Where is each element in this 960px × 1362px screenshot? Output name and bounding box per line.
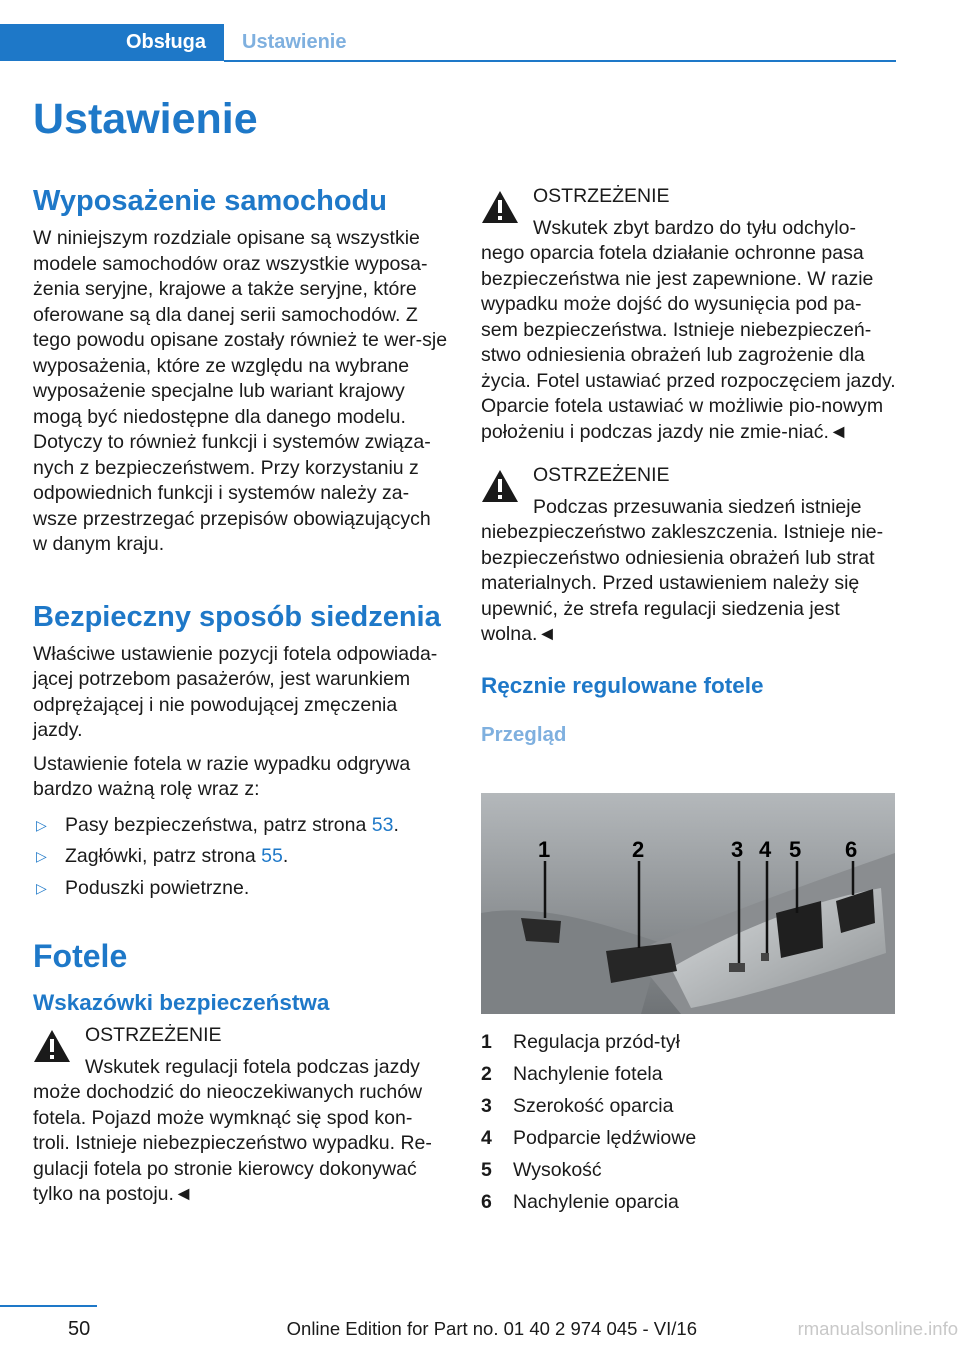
warning-icon bbox=[481, 190, 519, 224]
heading-equipment: Wyposażenie samochodu bbox=[33, 185, 387, 217]
list-item: ▷ Pasy bezpieczeństwa, patrz strona 53. bbox=[33, 813, 448, 839]
triangle-bullet-icon: ▷ bbox=[36, 816, 47, 833]
safety-bullet-list bbox=[33, 813, 448, 902]
legend-row: 4 Podparcie lędźwiowe bbox=[481, 1127, 697, 1149]
warning-box bbox=[33, 1023, 448, 1208]
legend-row: 2 Nachylenie fotela bbox=[481, 1063, 663, 1085]
page-link-53[interactable]: 53 bbox=[371, 813, 394, 836]
header-rule bbox=[224, 60, 896, 62]
photo-label-1: 1 bbox=[538, 837, 551, 862]
warning-text: Podczas przesuwania siedzeń istnieje niebezpieczeństwo zakleszczenia. Istnieje nie‐bezpieczeństwo odniesienia obrażeń lub strat materialnych. Przed ustawieniem należy się upewnić, że strefa regulacji siedzenia jest wolna.◄ bbox=[481, 495, 884, 645]
list-item: ▷ Poduszki powietrzne. bbox=[33, 876, 448, 902]
edition-note: Online Edition for Part no. 01 40 2 974 045 - VI/16 bbox=[286, 1318, 697, 1339]
right-column bbox=[481, 184, 896, 748]
header-tabs bbox=[0, 24, 346, 61]
photo-label-5: 5 bbox=[789, 837, 802, 862]
page-link-55[interactable]: 55 bbox=[261, 845, 283, 867]
warning-title: OSTRZEŻENIE bbox=[533, 464, 670, 486]
tab-ustawienie[interactable]: Ustawienie bbox=[242, 31, 347, 53]
warning-icon bbox=[481, 469, 519, 503]
watermark: rmanualsonline.info bbox=[797, 1318, 958, 1339]
photo-label-6: 6 bbox=[845, 837, 858, 862]
photo-label-2: 2 bbox=[632, 837, 645, 862]
warning-box bbox=[481, 184, 896, 445]
heading-manual-seats: Ręcznie regulowane fotele bbox=[481, 672, 764, 698]
triangle-bullet-icon: ▷ bbox=[36, 848, 47, 864]
triangle-bullet-icon: ▷ bbox=[36, 879, 47, 896]
legend-row: 1 Regulacja przód-tył bbox=[481, 1031, 680, 1053]
legend-row: 3 Szerokość oparcia bbox=[481, 1095, 674, 1117]
tab-obsluga[interactable]: Obsługa bbox=[0, 24, 224, 61]
heading-safe-seating: Bezpieczny sposób siedzenia bbox=[33, 600, 441, 633]
warning-title: OSTRZEŻENIE bbox=[533, 185, 670, 207]
seat-controls-legend bbox=[481, 1026, 696, 1218]
photo-label-3: 3 bbox=[731, 837, 744, 862]
warning-icon bbox=[33, 1029, 71, 1063]
warning-text: Wskutek regulacji fotela podczas jazdy może dochodzić do nieoczekiwanych ruchów fotela. Pojazd może wymknąć się spod kon‐troli. Istnieje niebezpieczeństwo wypadku. Re‐gulacji fotela po stronie kierowcy dokonywać tylko na postoju.◄ bbox=[33, 1055, 432, 1205]
safe-seating-text-2: Ustawienie fotela w razie wypadku odgrywa bardzo ważną rolę wraz z: bbox=[33, 752, 411, 800]
seat-controls-photo bbox=[481, 793, 895, 1014]
warning-text: Wskutek zbyt bardzo do tyłu odchylo‐nego oparcia fotela działanie ochronne pasa bezpieczeństwa nie jest zapewnione. W razie wypadku może dojść do wysunięcia pod pa‐sem bezpieczeństwa. Istnieje niebezpieczeń‐stwo odniesienia obrażeń lub zagrożenie dla życia. Fotel ustawiać przed rozpoczęciem jazdy. Oparcie fotela ustawiać w możliwie pio‐nowym położeniu i podczas jazdy nie zmie‐niać.◄ bbox=[481, 216, 896, 443]
heading-seats: Fotele bbox=[33, 938, 128, 974]
list-item: ▷ Zagłówki, patrz strona 55. bbox=[33, 844, 448, 870]
legend-row: 6 Nachylenie oparcia bbox=[481, 1191, 679, 1213]
page-title: Ustawienie bbox=[33, 95, 258, 143]
warning-title: OSTRZEŻENIE bbox=[85, 1024, 222, 1046]
seat-illustration bbox=[481, 793, 895, 1014]
left-column bbox=[33, 184, 448, 1208]
heading-safety-notes: Wskazówki bezpieczeństwa bbox=[33, 990, 330, 1015]
page-number: 50 bbox=[68, 1318, 91, 1340]
equipment-text: W niniejszym rozdziale opisane są wszystkie modele samochodów oraz wszystkie wyposa‐żenia seryjne, krajowe a także seryjne, które oferowane są dla danej serii samochodów. Z tego powodu opisane zostały również te wer‐sje wyposażenia, które ze względu na wybrane wyposażenie specjalne lub wariant krajowy mogą być niedostępne dla danego modelu. Dotyczy to również funkcji i systemów związa‐nych z bezpieczeństwem. Przy korzystaniu z odpowiednich funkcji i systemów należy za‐wsze przestrzegać przepisów obowiązujących w danym kraju. bbox=[33, 227, 448, 555]
photo-label-4: 4 bbox=[759, 837, 772, 862]
legend-row: 5 Wysokość bbox=[481, 1159, 602, 1181]
footer-rule bbox=[0, 1305, 97, 1307]
safe-seating-text-1: Właściwe ustawienie pozycji fotela odpowiada‐jącej potrzebom pasażerów, jest warunkiem odprężającej i nie powodującej zmęczenia jazdy. bbox=[33, 642, 438, 741]
heading-overview: Przegląd bbox=[481, 722, 567, 746]
warning-box bbox=[481, 463, 896, 648]
